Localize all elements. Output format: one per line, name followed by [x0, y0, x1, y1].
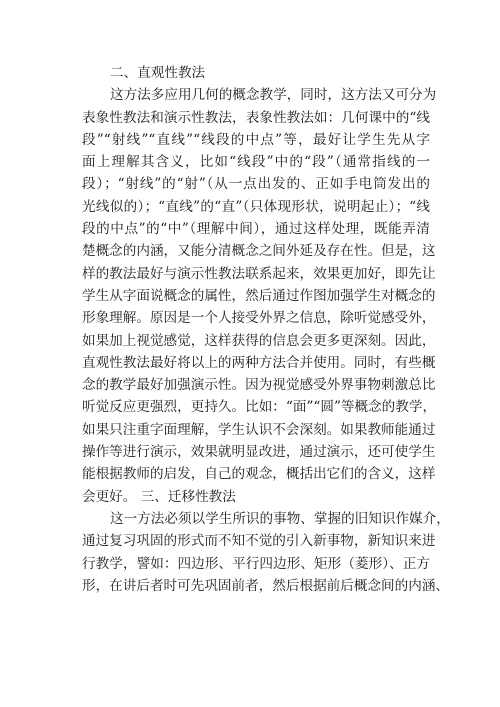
paragraph-line: 念的教学最好加强演示性。因为视觉感受外界事物刺激总比 [82, 377, 436, 394]
paragraph-line: 如果只注重字面理解，学生认识不会深刻。如果教师能通过 [82, 421, 436, 438]
paragraph-line-with-heading: 会更好。 三、迁移性教法 [82, 488, 236, 505]
paragraph-line: 这一方法必须以学生所识的事物、掌握的旧知识作媒介， [110, 510, 450, 527]
paragraph-line: 直观性教法最好将以上的两种方法合并使用。同时，有些概 [82, 354, 436, 371]
paragraph-line: 听觉反应更强烈，更持久。比如：“面”“圆”等概念的教学， [82, 399, 437, 416]
paragraph-line: 形，在讲后者时可先巩固前者，然后根据前后概念间的内涵、 [82, 577, 450, 594]
paragraph-line: 这方法多应用几何的概念教学，同时，这方法又可分为 [110, 87, 437, 104]
paragraph-line: 表象性教法和演示性教法，表象性教法如：几何课中的“线 [82, 109, 430, 126]
paragraph-line: 面上理解其含义，比如“线段”中的“段”（通常指线的一 [82, 154, 430, 171]
paragraph-line: 楚概念的内涵，又能分清概念之间外延及存在性。但是，这 [82, 243, 436, 260]
paragraph-line: 形象理解。原因是一个人接受外界之信息，除听觉感受外， [82, 310, 436, 327]
section-heading: 二、直观性教法 [110, 65, 206, 81]
paragraph-line: 学生从字面说概念的属性，然后通过作图加强学生对概念的 [82, 287, 436, 304]
paragraph-line: 能根据教师的启发，自己的观念，概括出它们的含义，这样 [82, 466, 436, 483]
paragraph-line: 行教学，譬如：四边形、平行四边形、矩形（菱形）、正方 [82, 555, 430, 572]
paragraph-line: 段的中点”的“中”（理解中间），通过这样处理，既能弄清 [82, 221, 430, 238]
paragraph-line: 段）；“射线”的“射”（从一点出发的、正如手电筒发出的 [82, 176, 430, 193]
document-body [82, 62, 450, 597]
paragraph-line: 操作等进行演示，效果就明显改进，通过演示，还可使学生 [82, 444, 436, 461]
paragraph-line: 段”“射线”“直线”“线段的中点”等，最好让学生先从字 [82, 131, 430, 148]
paragraph-line: 如果加上视觉感觉，这样获得的信息会更多更深刻。因此， [82, 332, 436, 349]
paragraph-line: 样的教法最好与演示性教法联系起来，效果更加好，即先让 [82, 265, 436, 282]
paragraph-line: 光线似的）；“直线”的“直”（只体现形状，说明起止）；“线 [82, 198, 430, 215]
paragraph-line: 通过复习巩固的形式而不知不觉的引入新事物，新知识来进 [82, 533, 436, 550]
